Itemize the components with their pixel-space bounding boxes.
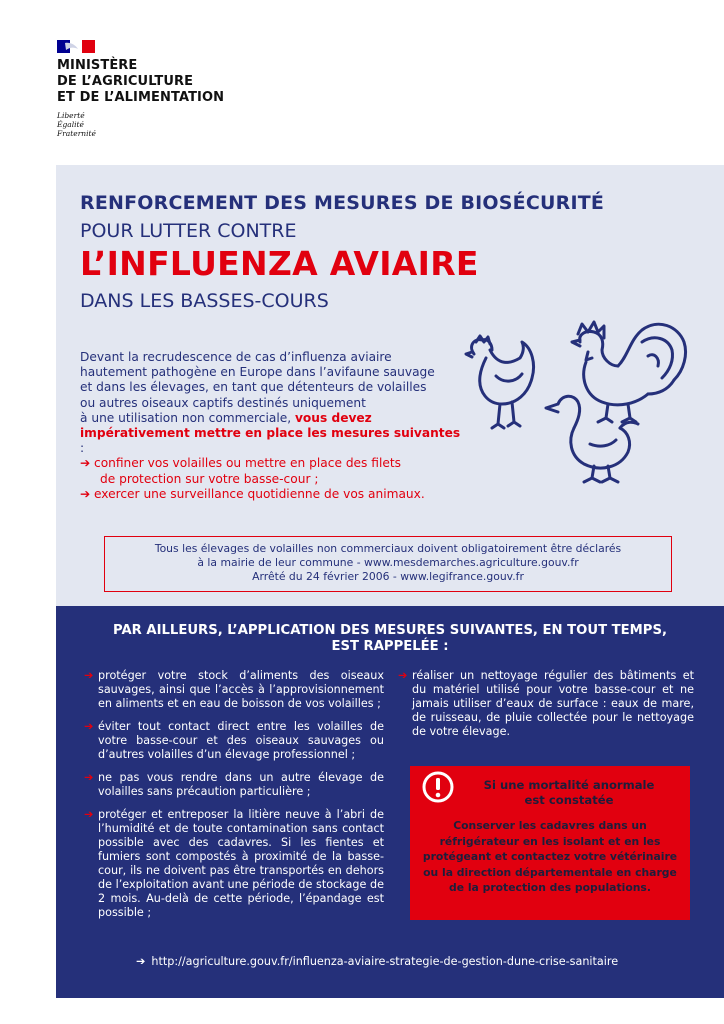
arrow-right-icon: ➔: [84, 808, 94, 821]
hen-icon: [466, 336, 534, 428]
title-line-1: RENFORCEMENT DES MESURES DE BIOSÉCURITÉ: [80, 192, 605, 214]
arrow-right-icon: ➔: [398, 669, 408, 682]
list-item: ➔ éviter tout contact direct entre les volailles de votre basse-cour et des oiseaux sauvages ou d’autres volailles d’un élevage professionnel ;: [84, 720, 384, 761]
intro-text: Devant la recrudescence de cas d’influenza aviaire hautement pathogène en Europe dans l’avifaune sauvage et dans les élevages, en tant que détenteurs de volailles ou autres oiseaux captifs destinés uniquement à une utilisation non commerciale, vous devez impérativement mettre en place les mesures suivantes : ➔ confiner vos volailles ou mettre en place des filets de protection sur votre basse-cour ; ➔ exercer une surveillance quotidienne de vos animaux.: [80, 350, 461, 501]
arrow-right-icon: ➔: [80, 456, 91, 471]
alert-title: Si une mortalité anormale est constatée: [483, 778, 655, 807]
ministry-name: MINISTÈRE DE L’AGRICULTURE ET DE L’ALIMENTATION: [57, 58, 225, 105]
measures-left-column: [84, 669, 384, 929]
arrow-right-icon: ➔: [84, 669, 94, 682]
alert-body: Conserver les cadavres dans un réfrigérateur en les isolant et en les protégeant et contactez votre vétérinaire ou la direction départementale en charge de la protection des populations.: [422, 819, 678, 895]
measures-title: PAR AILLEURS, L’APPLICATION DES MESURES SUIVANTES, EN TOUT TEMPS, EST RAPPELÉE :: [113, 623, 667, 654]
declaration-notice: Tous les élevages de volailles non commerciaux doivent obligatoirement être déclarés à la mairie de leur commune - www.mesdemarches.agriculture.gouv.fr Arrêté du 24 février 2006 - www.legifrance.gouv.fr: [104, 536, 672, 592]
list-item: ➔ réaliser un nettoyage régulier des bâtiments et du matériel utilisé pour votre basse-cour et ne jamais utiliser d’eaux de surface : eaux de mare, de ruisseau, de pluie collectée pour le nettoyage de votre élevage.: [398, 669, 694, 738]
arrow-right-icon: ➔: [84, 771, 94, 784]
title-line-2: POUR LUTTER CONTRE: [80, 220, 297, 242]
title-line-4: DANS LES BASSES-COURS: [80, 290, 329, 312]
exclamation-icon: [421, 770, 455, 804]
intro-bullet: ➔ exercer une surveillance quotidienne de vos animaux.: [80, 486, 425, 501]
measures-right-column: [398, 669, 694, 748]
intro-bullet: ➔ confiner vos volailles ou mettre en place des filets de protection sur votre basse-cour ;: [80, 456, 401, 486]
footer-url-link[interactable]: http://agriculture.gouv.fr/influenza-aviaire-strategie-de-gestion-dune-crise-sanitaire: [151, 955, 619, 968]
arrow-right-icon: ➔: [136, 955, 146, 968]
republic-motto: Liberté Égalité Fraternité: [57, 111, 96, 138]
poultry-illustration: [462, 312, 692, 484]
rooster-icon: [572, 322, 686, 422]
marianne-flag-icon: [57, 40, 95, 53]
list-item: ➔ protéger et entreposer la litière neuve à l’abri de l’humidité et de toute contamination sans contact possible avec des cadavres. Si les fientes et fumiers sont compostés à proximité de la basse-cour, ils ne doivent pas être transportés en dehors de l’exploitation avant une période de stockage de 2 mois. Au-delà de cette période, l’épandage est possible ;: [84, 808, 384, 919]
arrow-right-icon: ➔: [84, 720, 94, 733]
arrow-right-icon: ➔: [80, 486, 91, 501]
footer-link-row: [136, 955, 618, 968]
title-line-3: L’INFLUENZA AVIAIRE: [80, 244, 479, 283]
goose-icon: [546, 396, 638, 482]
list-item: ➔ ne pas vous rendre dans un autre élevage de volailles sans précaution particulière ;: [84, 771, 384, 798]
list-item: ➔ protéger votre stock d’aliments des oiseaux sauvages, ainsi que l’accès à l’approvisionnement en aliments et en eau de boisson de vos volailles ;: [84, 669, 384, 710]
